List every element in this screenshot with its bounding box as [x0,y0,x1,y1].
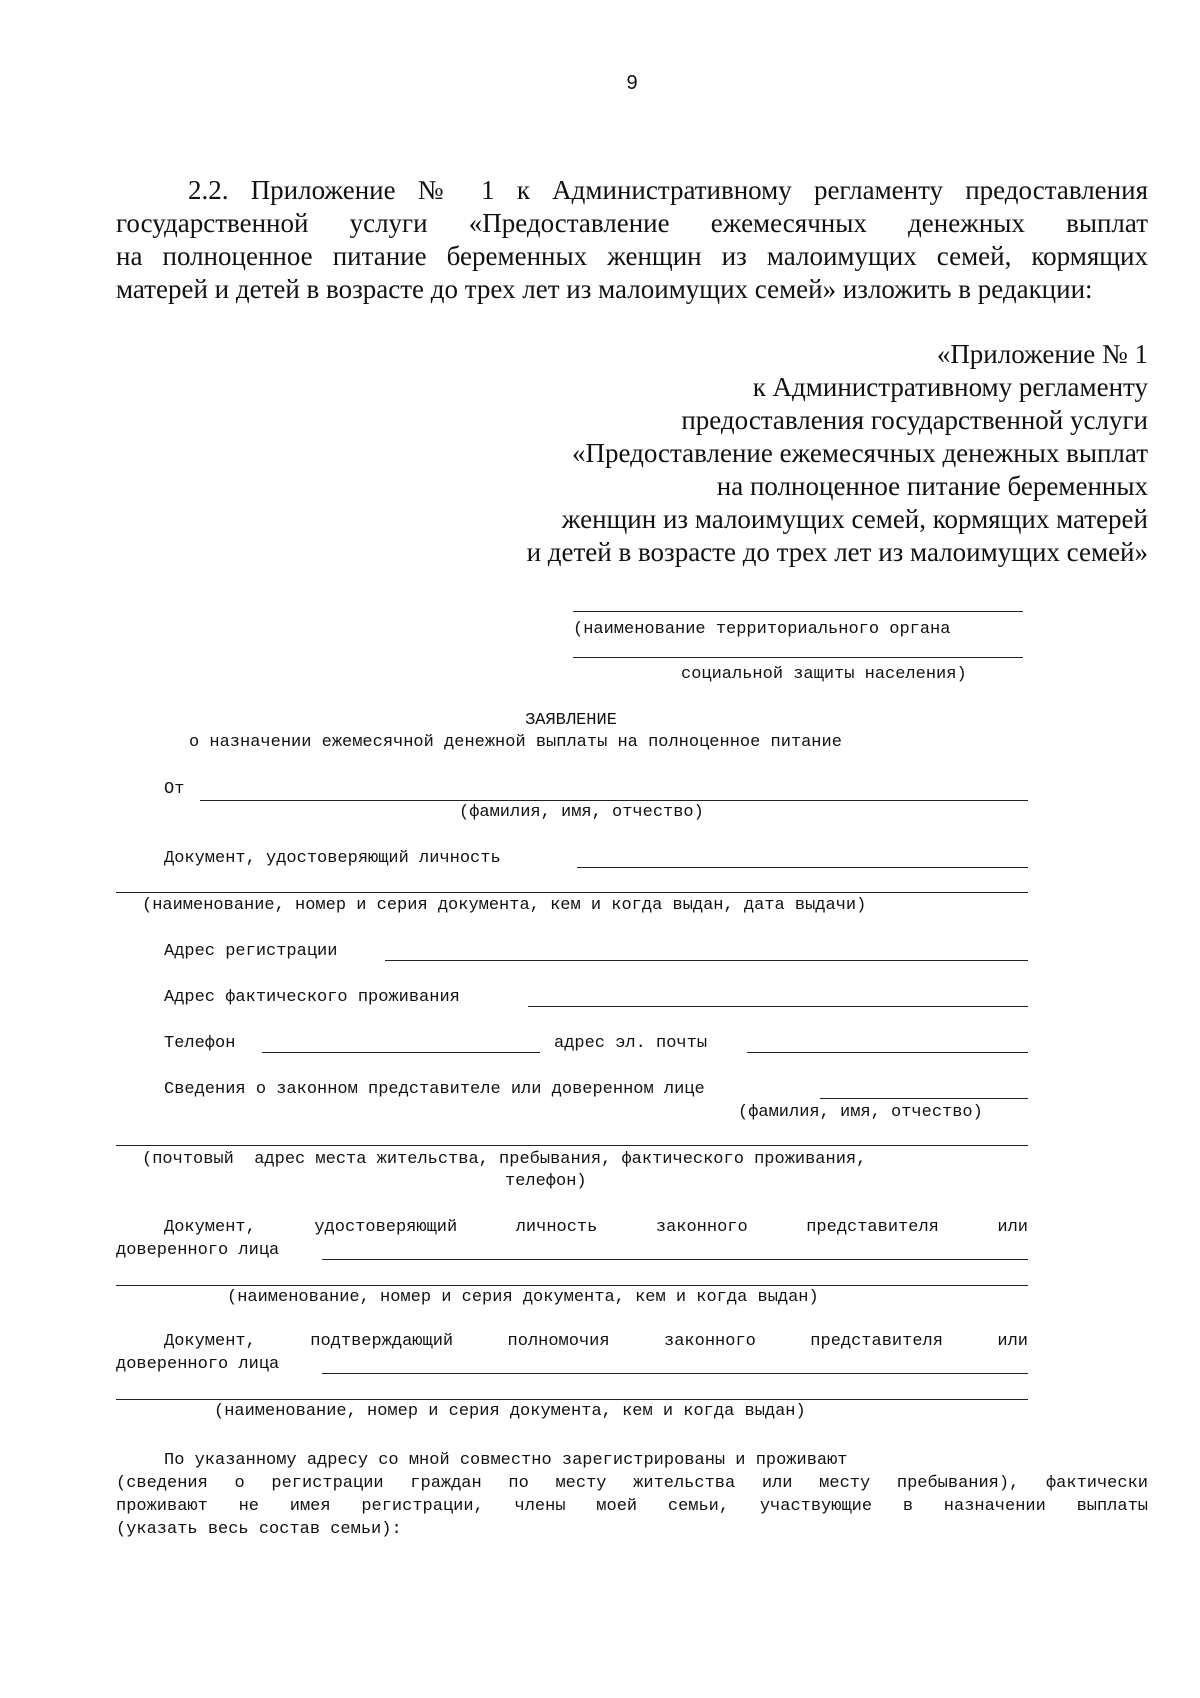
amendment-line: матерей и детей в возрасте до трех лет из малоимущих семей» изложить в редакции: [116,274,1093,304]
email-field[interactable] [747,1052,1028,1053]
actual-address-label: Адрес фактического проживания [164,988,460,1007]
rep-auth-line-2: доверенного лица [116,1355,280,1374]
family-line-3: проживают не имея регистрации, члены моей семьи, участвующие в назначении выплаты [116,1497,1148,1516]
actual-address-field[interactable] [528,1006,1028,1007]
rep-id-field[interactable] [322,1259,1028,1260]
appendix-header-line: женщин из малоимущих семей, кормящих матерей [561,504,1148,534]
appendix-header-line: к Административному регламенту [752,372,1148,402]
org-caption-1: (наименование территориального органа [573,620,951,639]
appendix-header-line: предоставления государственной услуги [681,405,1148,435]
rep-id-line-1: Документ, удостоверяющий личность законного представителя или [164,1218,1028,1237]
appendix-header-line: на полноценное питание беременных [716,471,1148,501]
reg-address-field[interactable] [385,960,1028,961]
rep-auth-field[interactable] [322,1373,1028,1374]
form-title: ЗАЯВЛЕНИЕ [525,711,617,730]
appendix-header [527,338,1148,569]
reg-address-label: Адрес регистрации [164,942,338,961]
appendix-header-line: «Предоставление ежемесячных денежных выплат [572,438,1148,468]
family-line-1: По указанному адресу со мной совместно зарегистрированы и проживают [164,1451,848,1470]
rep-auth-line-1: Документ, подтверждающий полномочия законного представителя или [164,1332,1028,1351]
id-doc-field-2[interactable] [116,892,1028,893]
amendment-paragraph [116,174,1148,306]
rep-address-field[interactable] [116,1145,1028,1146]
form-subtitle: о назначении ежемесячной денежной выплаты на полноценное питание [189,733,842,752]
applicant-name-field[interactable] [200,800,1028,801]
family-line-2: (сведения о регистрации граждан по месту жительства или месту пребывания), фактически [116,1474,1148,1493]
org-name-line-1[interactable] [573,611,1023,612]
rep-id-field-2[interactable] [116,1285,1028,1286]
rep-fio-caption: (фамилия, имя, отчество) [738,1103,983,1122]
page-number: 9 [626,72,638,94]
amendment-line: государственной услуги «Предоставление ежемесячных денежных выплат [116,208,1148,238]
id-doc-caption: (наименование, номер и серия документа, кем и когда выдан, дата выдачи) [142,896,867,915]
rep-id-line-2: доверенного лица [116,1241,280,1260]
rep-label: Сведения о законном представителе или доверенном лице [164,1080,705,1099]
rep-address-caption-2: телефон) [505,1172,587,1191]
email-label: адрес эл. почты [554,1034,708,1053]
appendix-header-line: и детей в возрасте до трех лет из малоимущих семей» [526,537,1148,567]
org-caption-2: социальной защиты населения) [681,665,967,684]
fio-caption: (фамилия, имя, отчество) [459,803,704,822]
amendment-line: 2.2. Приложение № 1 к Административному регламенту предоставления [188,175,1148,205]
id-doc-field[interactable] [577,867,1028,868]
appendix-header-line: «Приложение № 1 [936,339,1148,369]
family-line-4: (указать весь состав семьи): [116,1520,402,1539]
id-doc-label: Документ, удостоверяющий личность [164,849,501,868]
amendment-line: на полноценное питание беременных женщин из малоимущих семей, кормящих [116,241,1148,271]
rep-auth-field-2[interactable] [116,1399,1028,1400]
rep-address-caption-1: (почтовый адрес места жительства, пребывания, фактического проживания, [142,1150,867,1169]
org-name-line-2[interactable] [573,657,1023,658]
rep-name-field[interactable] [820,1098,1028,1099]
phone-label: Телефон [164,1034,236,1053]
phone-field[interactable] [262,1052,540,1053]
rep-id-caption: (наименование, номер и серия документа, кем и когда выдан) [227,1288,819,1307]
rep-auth-caption: (наименование, номер и серия документа, кем и когда выдан) [214,1402,806,1421]
from-label: От [164,780,185,799]
